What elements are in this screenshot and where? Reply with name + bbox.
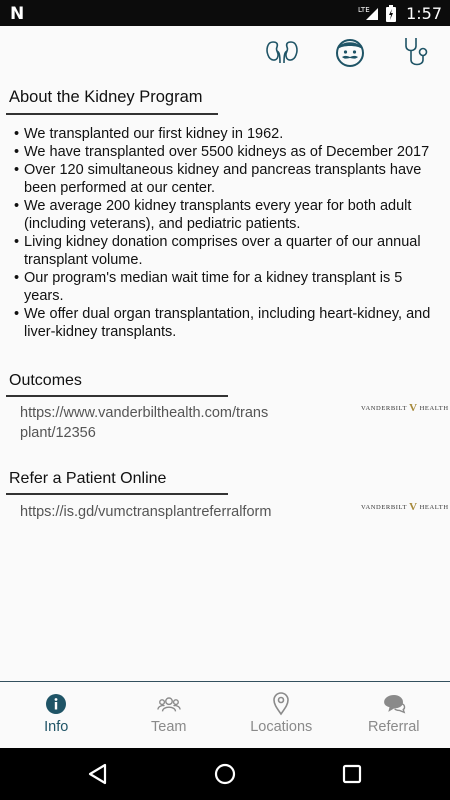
- tab-referral[interactable]: [338, 682, 450, 747]
- list-item: • We have transplanted over 5500 kidneys as of December 2017: [14, 144, 430, 160]
- refer-title-underline: [6, 493, 228, 495]
- doctor-icon[interactable]: [332, 34, 368, 70]
- vanderbilt-v-icon: V: [409, 402, 418, 414]
- recents-icon[interactable]: [340, 762, 364, 786]
- svg-text:LTE: LTE: [358, 6, 370, 14]
- tab-info-label: Info: [44, 719, 69, 735]
- tab-locations-label: Locations: [250, 719, 313, 735]
- about-bullet-list: [14, 125, 440, 341]
- signal-lte-icon: [358, 5, 380, 21]
- notification-n-icon: N: [10, 4, 25, 24]
- tab-team-label: Team: [151, 719, 187, 735]
- clock: 1:57: [406, 3, 442, 23]
- about-title-underline: [6, 113, 218, 115]
- tab-team[interactable]: [113, 682, 226, 747]
- list-item: • Our program's median wait time for a kidney transplant is 5 years.: [14, 270, 403, 304]
- home-icon[interactable]: [213, 762, 237, 786]
- list-item: • We offer dual organ transplantation, including heart-kidney, and liver-kidney transplants.: [14, 306, 431, 340]
- referral-link[interactable]: https://is.gd/vumctransplantreferralform: [20, 504, 272, 520]
- header-icons: [264, 30, 436, 74]
- stethoscope-icon[interactable]: [400, 34, 436, 70]
- refer-title: Refer a Patient Online: [9, 470, 167, 487]
- list-item: • Over 120 simultaneous kidney and pancreas transplants have been performed at our center.: [14, 162, 422, 196]
- outcomes-title: Outcomes: [9, 372, 82, 389]
- vanderbilt-health-logo: VANDERBILT V HEALTH: [361, 501, 449, 513]
- outcomes-title-underline: [6, 395, 228, 397]
- battery-icon: [386, 5, 396, 22]
- tab-referral-label: Referral: [367, 719, 420, 735]
- status-bar: [0, 0, 450, 26]
- list-item: • We transplanted our first kidney in 1962.: [14, 126, 284, 142]
- back-icon[interactable]: [86, 762, 110, 786]
- location-pin-icon: [269, 692, 293, 716]
- outcomes-link[interactable]: https://www.vanderbilthealth.com/transplant/12356: [20, 405, 269, 441]
- info-icon: [44, 692, 68, 716]
- chat-bubbles-icon: [382, 692, 406, 716]
- tab-locations[interactable]: [225, 682, 338, 747]
- about-title: About the Kidney Program: [9, 88, 203, 106]
- system-navigation-bar: [0, 748, 450, 800]
- list-item: • Living kidney donation comprises over a quarter of our annual transplant volume.: [14, 234, 421, 268]
- kidney-icon[interactable]: [264, 34, 300, 70]
- bottom-navigation: [0, 681, 450, 747]
- vanderbilt-v-icon: V: [409, 501, 418, 513]
- team-icon: [157, 692, 181, 716]
- list-item: • We average 200 kidney transplants every year for both adult (including veterans), and pediatric patients.: [14, 198, 412, 232]
- vanderbilt-health-logo: VANDERBILT V HEALTH: [361, 402, 449, 414]
- tab-info[interactable]: [0, 682, 113, 747]
